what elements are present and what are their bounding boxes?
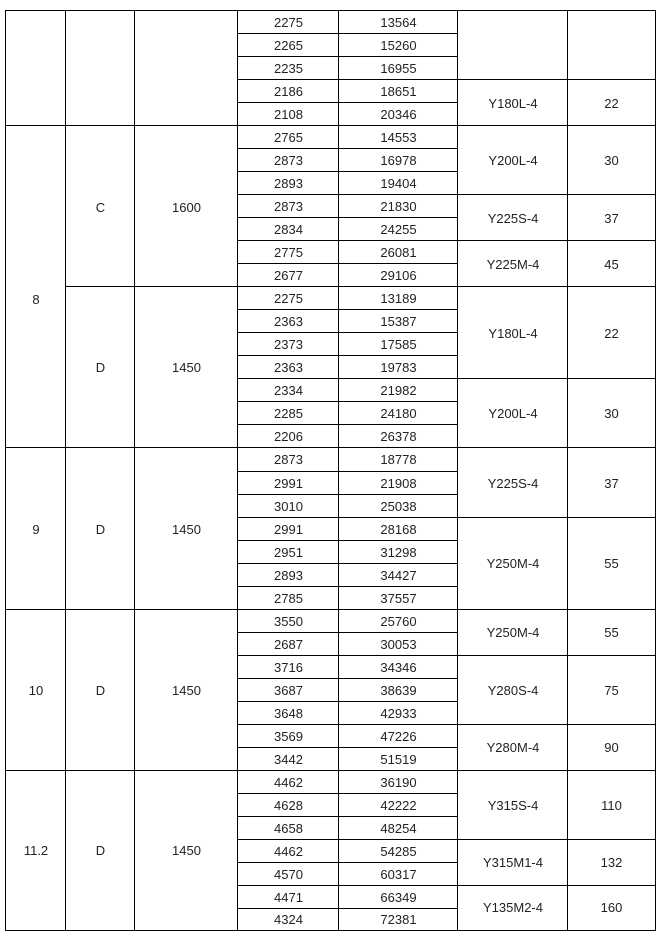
flow-value: 26081 — [380, 245, 417, 261]
pressure-cell — [237, 102, 339, 126]
flow-cell — [338, 908, 458, 931]
flow-cell — [338, 447, 458, 471]
flow-cell — [338, 217, 458, 241]
pressure-cell — [237, 540, 339, 564]
speed-cell — [134, 286, 238, 448]
pressure-cell — [237, 770, 339, 794]
pressure-value: 2677 — [274, 268, 303, 284]
speed-value: 1450 — [172, 521, 201, 537]
power-cell — [567, 194, 656, 241]
flow-cell — [338, 10, 458, 34]
pressure-cell — [237, 908, 339, 931]
power-value: 22 — [604, 325, 619, 341]
pressure-value: 4628 — [274, 797, 303, 813]
flow-value: 25760 — [380, 613, 417, 629]
flow-value: 21982 — [380, 383, 417, 399]
pressure-value: 2235 — [274, 61, 303, 77]
motor-model-value: Y225M-4 — [486, 256, 540, 272]
power-cell — [567, 79, 656, 126]
motor-model-cell — [457, 770, 568, 840]
speed-cell — [134, 770, 238, 931]
motor-model-value: Y225S-4 — [487, 210, 539, 226]
motor-model-cell — [457, 286, 568, 379]
group-no-cell — [5, 770, 66, 931]
pressure-cell — [237, 701, 339, 725]
flow-cell — [338, 517, 458, 541]
flow-value: 48254 — [380, 820, 417, 836]
flow-value: 42933 — [380, 705, 417, 721]
type-value: C — [95, 199, 106, 215]
flow-value: 47226 — [380, 728, 417, 744]
flow-value: 21908 — [380, 475, 417, 491]
motor-model-cell — [457, 724, 568, 771]
pressure-value: 4462 — [274, 843, 303, 859]
pressure-cell — [237, 125, 339, 149]
power-cell — [567, 378, 656, 448]
flow-value: 16955 — [380, 61, 417, 77]
pressure-value: 2285 — [274, 406, 303, 422]
pressure-value: 2991 — [274, 521, 303, 537]
flow-cell — [338, 609, 458, 633]
motor-model-cell — [457, 125, 568, 195]
flow-cell — [338, 747, 458, 771]
flow-value: 15260 — [380, 38, 417, 54]
flow-cell — [338, 171, 458, 195]
pressure-cell — [237, 217, 339, 241]
speed-value: 1600 — [172, 199, 201, 215]
group-no-cell — [5, 125, 66, 448]
power-value: 37 — [604, 210, 619, 226]
pressure-value: 3569 — [274, 728, 303, 744]
speed-value: 1450 — [172, 682, 201, 698]
pressure-value: 2951 — [274, 544, 303, 560]
pressure-cell — [237, 793, 339, 817]
pressure-value: 4471 — [274, 889, 303, 905]
pressure-value: 3716 — [274, 659, 303, 675]
power-cell — [567, 240, 656, 287]
type-cell — [65, 125, 135, 287]
flow-cell — [338, 194, 458, 218]
power-value: 55 — [604, 625, 619, 641]
pressure-cell — [237, 286, 339, 310]
motor-model-value: Y250M-4 — [486, 625, 540, 641]
pressure-cell — [237, 79, 339, 103]
pressure-cell — [237, 263, 339, 287]
flow-cell — [338, 378, 458, 402]
type-value: D — [95, 360, 106, 376]
power-cell — [567, 10, 656, 80]
power-value: 132 — [600, 855, 623, 871]
power-value: 30 — [604, 153, 619, 169]
pressure-value: 2775 — [274, 245, 303, 261]
motor-model-cell — [457, 79, 568, 126]
group-no-value: 11.2 — [23, 842, 49, 858]
flow-value: 42222 — [380, 797, 417, 813]
motor-model-cell — [457, 885, 568, 931]
pressure-cell — [237, 171, 339, 195]
speed-cell — [134, 125, 238, 287]
flow-value: 19783 — [380, 360, 417, 376]
pressure-cell — [237, 355, 339, 379]
pressure-value: 2991 — [274, 475, 303, 491]
flow-cell — [338, 102, 458, 126]
flow-cell — [338, 148, 458, 172]
type-cell — [65, 286, 135, 448]
power-cell — [567, 125, 656, 195]
pressure-value: 3442 — [274, 751, 303, 767]
flow-value: 31298 — [380, 544, 417, 560]
pressure-cell — [237, 56, 339, 80]
pressure-value: 2108 — [274, 107, 303, 123]
flow-cell — [338, 839, 458, 863]
pressure-value: 2186 — [274, 84, 303, 100]
pressure-cell — [237, 747, 339, 771]
flow-cell — [338, 355, 458, 379]
power-value: 22 — [604, 95, 619, 111]
power-value: 45 — [604, 256, 619, 272]
power-value: 160 — [600, 900, 623, 916]
pressure-value: 2275 — [274, 15, 303, 30]
flow-value: 66349 — [380, 889, 417, 905]
pressure-cell — [237, 494, 339, 518]
flow-cell — [338, 724, 458, 748]
pressure-cell — [237, 471, 339, 495]
pressure-value: 4658 — [274, 820, 303, 836]
pressure-value: 2873 — [274, 199, 303, 215]
pressure-cell — [237, 632, 339, 656]
motor-model-cell — [457, 517, 568, 610]
pressure-value: 2275 — [274, 291, 303, 307]
motor-model-value: Y315M1-4 — [483, 855, 543, 871]
power-cell — [567, 447, 656, 517]
speed-cell — [134, 609, 238, 771]
motor-model-value: Y180L-4 — [488, 95, 538, 111]
pressure-cell — [237, 839, 339, 863]
pressure-value: 2873 — [274, 452, 303, 468]
pressure-cell — [237, 240, 339, 264]
motor-model-value: Y135M2-4 — [483, 900, 543, 916]
flow-cell — [338, 125, 458, 149]
flow-value: 26378 — [380, 429, 417, 445]
flow-value: 24180 — [380, 406, 417, 422]
pressure-value: 2893 — [274, 176, 303, 192]
pressure-cell — [237, 33, 339, 57]
flow-value: 29106 — [380, 268, 417, 284]
power-value: 110 — [601, 797, 622, 813]
type-cell — [65, 10, 135, 126]
flow-value: 34346 — [380, 659, 417, 675]
motor-model-value: Y250M-4 — [486, 556, 540, 572]
flow-cell — [338, 424, 458, 448]
pressure-value: 2893 — [274, 567, 303, 583]
flow-value: 14553 — [380, 130, 417, 146]
pressure-value: 3010 — [274, 498, 303, 514]
motor-model-cell — [457, 839, 568, 886]
flow-cell — [338, 563, 458, 587]
pressure-value: 2873 — [274, 153, 303, 169]
pressure-cell — [237, 332, 339, 356]
speed-cell — [134, 447, 238, 609]
speed-value: 1450 — [172, 842, 201, 858]
flow-cell — [338, 655, 458, 679]
flow-value: 21830 — [380, 199, 417, 215]
performance-table — [5, 10, 656, 931]
pressure-cell — [237, 10, 339, 34]
flow-cell — [338, 701, 458, 725]
power-cell — [567, 839, 656, 886]
motor-model-value: Y280S-4 — [487, 682, 539, 698]
pressure-cell — [237, 724, 339, 748]
pressure-cell — [237, 517, 339, 541]
motor-model-cell — [457, 378, 568, 448]
pressure-value: 2785 — [274, 590, 303, 606]
flow-cell — [338, 263, 458, 287]
motor-model-value: Y315S-4 — [487, 797, 539, 813]
flow-cell — [338, 540, 458, 564]
motor-model-value: Y225S-4 — [487, 475, 539, 491]
pressure-value: 2373 — [274, 337, 303, 353]
flow-value: 17585 — [380, 337, 417, 353]
flow-value: 30053 — [380, 636, 417, 652]
group-no-cell — [5, 447, 66, 609]
flow-value: 16978 — [380, 153, 417, 169]
flow-cell — [338, 586, 458, 610]
power-value: 90 — [604, 740, 619, 756]
power-cell — [567, 885, 656, 931]
flow-cell — [338, 240, 458, 264]
flow-cell — [338, 332, 458, 356]
group-no-value: 9 — [32, 521, 40, 537]
speed-value: 1450 — [172, 360, 201, 376]
pressure-cell — [237, 378, 339, 402]
flow-value: 51519 — [380, 751, 417, 767]
power-value: 37 — [604, 475, 619, 491]
power-cell — [567, 655, 656, 725]
flow-value: 15387 — [380, 314, 417, 330]
flow-value: 34427 — [380, 567, 417, 583]
flow-cell — [338, 286, 458, 310]
flow-value: 38639 — [380, 682, 417, 698]
flow-value: 72381 — [380, 911, 417, 927]
pressure-value: 2834 — [274, 222, 303, 238]
flow-value: 13564 — [380, 15, 417, 30]
motor-model-value: Y180L-4 — [488, 325, 538, 341]
power-cell — [567, 517, 656, 610]
flow-value: 18778 — [380, 452, 417, 468]
pressure-value: 2206 — [274, 429, 303, 445]
flow-value: 37557 — [380, 590, 417, 606]
flow-cell — [338, 885, 458, 909]
power-value: 75 — [604, 682, 619, 698]
power-cell — [567, 724, 656, 771]
pressure-value: 3550 — [274, 613, 303, 629]
flow-cell — [338, 862, 458, 886]
pressure-value: 3687 — [274, 682, 303, 698]
pressure-value: 4570 — [274, 866, 303, 882]
pressure-cell — [237, 862, 339, 886]
pressure-cell — [237, 586, 339, 610]
pressure-value: 2334 — [274, 383, 303, 399]
speed-cell — [134, 10, 238, 126]
pressure-cell — [237, 816, 339, 840]
group-no-value: 8 — [32, 291, 40, 307]
power-cell — [567, 770, 656, 840]
motor-model-cell — [457, 447, 568, 517]
flow-cell — [338, 793, 458, 817]
power-value: 55 — [604, 556, 619, 572]
pressure-cell — [237, 424, 339, 448]
flow-cell — [338, 79, 458, 103]
pressure-value: 3648 — [274, 705, 303, 721]
flow-value: 13189 — [380, 291, 417, 307]
motor-model-cell — [457, 655, 568, 725]
type-value: D — [95, 521, 106, 537]
pressure-cell — [237, 609, 339, 633]
motor-model-value: Y200L-4 — [488, 153, 538, 169]
pressure-value: 2687 — [274, 636, 303, 652]
type-value: D — [95, 682, 106, 698]
motor-model-cell — [457, 10, 568, 80]
pressure-cell — [237, 194, 339, 218]
type-cell — [65, 609, 135, 771]
type-cell — [65, 447, 135, 609]
flow-value: 60317 — [380, 866, 417, 882]
motor-model-value: Y200L-4 — [488, 406, 538, 422]
pressure-cell — [237, 655, 339, 679]
flow-cell — [338, 632, 458, 656]
flow-cell — [338, 56, 458, 80]
flow-value: 19404 — [380, 176, 417, 192]
type-value: D — [95, 842, 106, 858]
pressure-cell — [237, 447, 339, 471]
power-cell — [567, 286, 656, 379]
pressure-cell — [237, 885, 339, 909]
pressure-value: 4324 — [274, 911, 303, 927]
flow-cell — [338, 494, 458, 518]
motor-model-cell — [457, 240, 568, 287]
power-value: 30 — [604, 406, 619, 422]
pressure-cell — [237, 401, 339, 425]
pressure-value: 2765 — [274, 130, 303, 146]
flow-cell — [338, 471, 458, 495]
type-cell — [65, 770, 135, 931]
flow-value: 54285 — [380, 843, 417, 859]
pressure-value: 2363 — [274, 314, 303, 330]
motor-model-cell — [457, 609, 568, 656]
flow-cell — [338, 401, 458, 425]
flow-cell — [338, 309, 458, 333]
flow-value: 20346 — [380, 107, 417, 123]
pressure-cell — [237, 563, 339, 587]
flow-cell — [338, 33, 458, 57]
flow-value: 28168 — [380, 521, 417, 537]
group-no-cell — [5, 609, 66, 771]
pressure-value: 2265 — [274, 38, 303, 54]
pressure-cell — [237, 148, 339, 172]
flow-value: 36190 — [380, 774, 417, 790]
pressure-value: 4462 — [274, 774, 303, 790]
flow-cell — [338, 816, 458, 840]
flow-value: 18651 — [380, 84, 417, 100]
motor-model-value: Y280M-4 — [486, 740, 540, 756]
motor-model-cell — [457, 194, 568, 241]
flow-value: 25038 — [380, 498, 417, 514]
group-no-cell — [5, 10, 66, 126]
flow-value: 24255 — [380, 222, 417, 238]
pressure-cell — [237, 678, 339, 702]
pressure-value: 2363 — [274, 360, 303, 376]
pressure-cell — [237, 309, 339, 333]
group-no-value: 10 — [28, 682, 44, 698]
power-cell — [567, 609, 656, 656]
flow-cell — [338, 678, 458, 702]
flow-cell — [338, 770, 458, 794]
